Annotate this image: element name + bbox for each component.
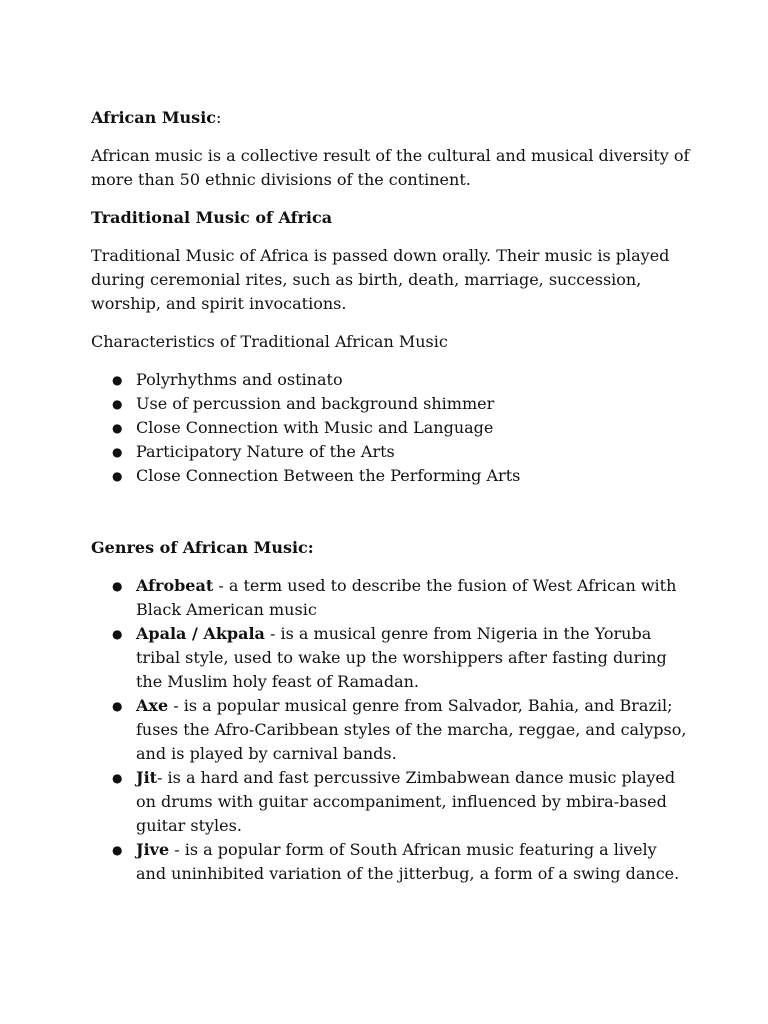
list-item: ● Close Connection with Music and Language: [91, 416, 691, 440]
bullet-icon: ●: [112, 699, 123, 713]
characteristics-list: [91, 368, 691, 488]
section-african-music-heading: [91, 106, 691, 130]
list-item: ● Close Connection Between the Performing Arts: [91, 464, 691, 488]
genre-description: - a term used to describe the fusion of West African with Black American music: [136, 576, 677, 619]
genre-item-axe: [91, 694, 691, 766]
bullet-icon: ●: [112, 445, 123, 459]
traditional-music-heading: Traditional Music of Africa: [91, 208, 333, 227]
genre-description: - is a popular musical genre from Salvador, Bahia, and Brazil; fuses the Afro-Caribbean styles of the marcha, reggae, and calypso, and is played by carnival bands.: [136, 696, 687, 763]
list-item: ● Polyrhythms and ostinato: [91, 368, 691, 392]
bullet-icon: ●: [112, 421, 123, 435]
traditional-music-paragraph: Traditional Music of Africa is passed down orally. Their music is played during ceremonial rites, such as birth, death, marriage, succession, worship, and spirit invocations.: [91, 246, 670, 313]
genre-term: Jit: [136, 768, 158, 787]
bullet-icon: ●: [112, 627, 123, 641]
genre-item-jive: [91, 838, 691, 886]
bullet-icon: ●: [112, 843, 123, 857]
genre-term: Apala / Akpala: [136, 624, 265, 643]
page-title: African Music: [91, 108, 217, 127]
bullet-icon: ●: [112, 771, 123, 785]
genre-description: - is a hard and fast percussive Zimbabwean dance music played on drums with guitar accompaniment, influenced by mbira-based guitar styles.: [136, 768, 676, 835]
list-item: ● Participatory Nature of the Arts: [91, 440, 691, 464]
bullet-icon: ●: [112, 397, 123, 411]
genre-item-afrobeat: [91, 574, 691, 622]
genre-description: - is a musical genre from Nigeria in the Yoruba tribal style, used to wake up the worshippers after fasting during the Muslim holy feast of Ramadan.: [136, 624, 667, 691]
section-spacer: [91, 502, 691, 536]
bullet-icon: ●: [112, 373, 123, 387]
genre-description: - is a popular form of South African music featuring a lively and uninhibited variation of the jitterbug, a form of a swing dance.: [136, 840, 680, 883]
genre-term: Jive: [136, 840, 170, 859]
bullet-icon: ●: [112, 469, 123, 483]
intro-paragraph: African music is a collective result of the cultural and musical diversity of more than 50 ethnic divisions of the continent.: [91, 146, 690, 189]
genre-item-jit: [91, 766, 691, 838]
genre-item-apala: [91, 622, 691, 694]
title-colon: :: [216, 108, 222, 127]
document-page: [91, 106, 691, 900]
genre-term: Axe: [136, 696, 169, 715]
genres-heading: Genres of African Music:: [91, 538, 314, 557]
characteristics-label: Characteristics of Traditional African Music: [91, 332, 448, 351]
bullet-icon: ●: [112, 579, 123, 593]
genre-term: Afrobeat: [136, 576, 214, 595]
list-item: ● Use of percussion and background shimmer: [91, 392, 691, 416]
genres-list: [91, 574, 691, 886]
